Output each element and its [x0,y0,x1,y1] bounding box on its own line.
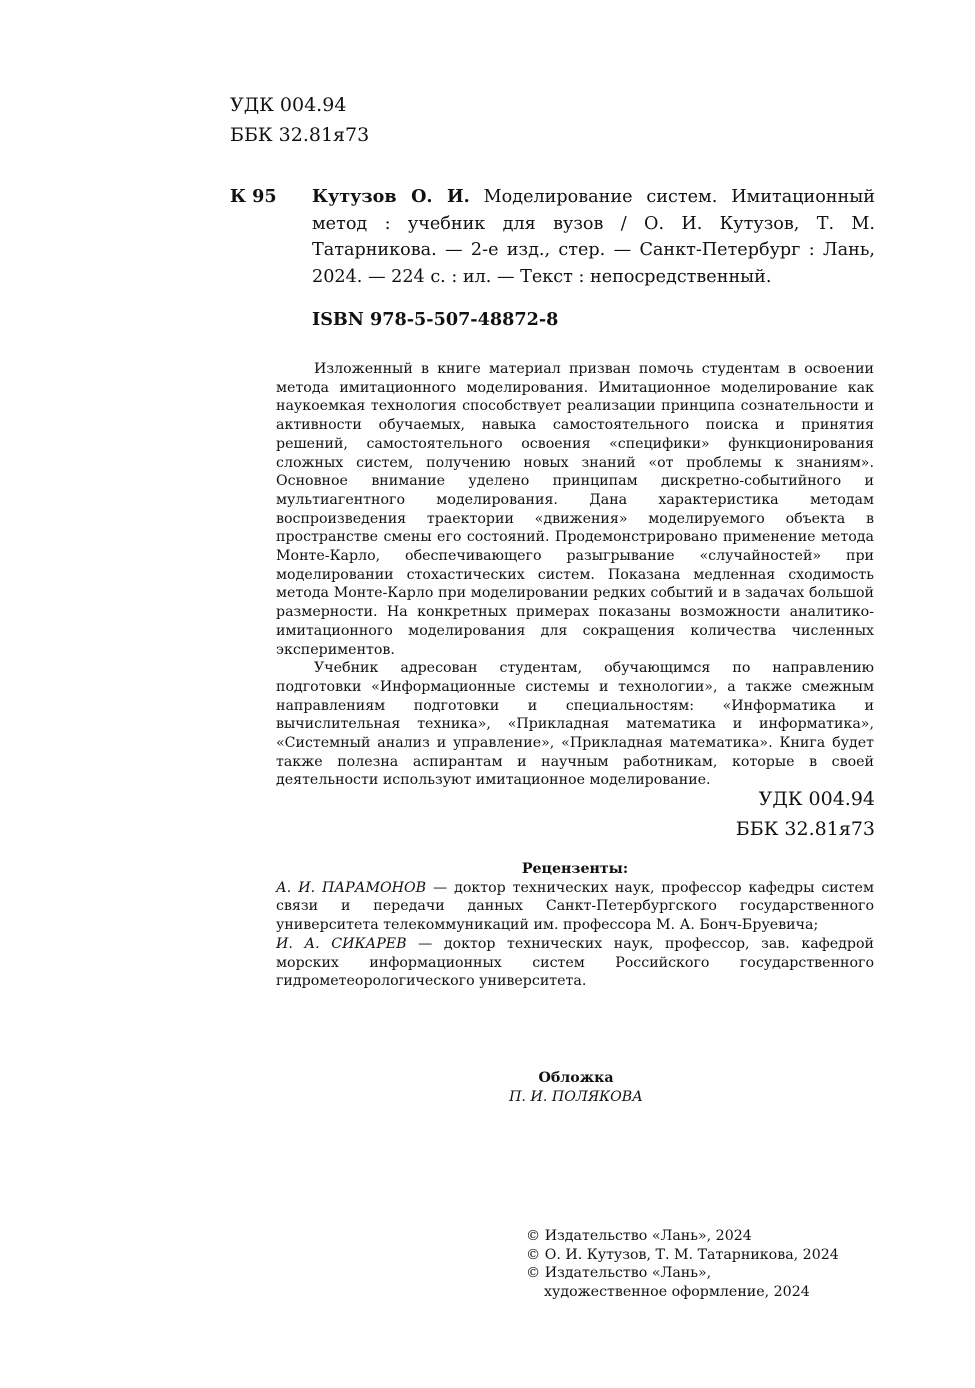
cover-label: Обложка [538,1070,614,1086]
bibliographic-description [312,184,875,290]
bbk-code: ББК 32.81я73 [735,818,875,840]
classification-codes-top [230,90,369,150]
cover-credit [476,1069,676,1106]
reviewer-name: А. И. ПАРАМОНОВ [276,879,427,896]
cover-artist: П. И. ПОЛЯКОВА [509,1088,643,1105]
reviewer-name: И. А. СИКАРЕВ [276,935,407,952]
reviewer-entry [276,935,874,991]
description-text: Моделирование систем. Имитационный метод : учебник для вузов / О. И. Кутузов, Т. М. Татарникова. — 2-е изд., стер. — Санкт-Петербург : Лань, 2024. — 224 с. : ил. — Текст : непосредственный. [312,187,875,287]
reviewers-heading: Рецензенты: [521,861,629,877]
bbk-code: ББК 32.81я73 [230,124,370,146]
udk-code: УДК 004.94 [230,94,347,116]
bibliographic-entry [230,184,875,290]
classification-codes-bottom [736,784,875,844]
isbn: ISBN 978-5-507-48872-8 [312,309,559,330]
udk-code: УДК 004.94 [758,788,875,810]
copyright-line: © Издательство «Лань», 2024 [526,1228,752,1244]
copyright-block [526,1227,839,1302]
abstract-paragraph: Изложенный в книге материал призван помочь студентам в освоении метода имитационного моделирования. Имитационное моделирование как наукоемкая технология способствует реализации принципа сознательности и активности обучаемых, навыка самостоятельного поиска и принятия решений, самостоятельного освоения «специфики» функционирования сложных систем, получению новых знаний «от проблемы к знаниям». Основное внимание уделено принципам дискретно-событийного и мультиагентного моделирования. Дана характеристика методам воспроизведения траектории «движения» моделируемого объекта в пространстве смены его состояний. Продемонстрировано применение метода Монте-Карло, обеспечивающего разыгрывание «случайностей» при моделировании стохастических систем. Показана медленная сходимость метода Монте-Карло при моделировании редких событий и в задачах большой размерности. На конкретных примерах показаны возможности аналитико-имитационного моделирования для сокращения количества численных экспериментов. [276,361,874,658]
reviewers [276,860,874,991]
abstract-paragraph: Учебник адресован студентам, обучающимся по направлению подготовки «Информационные системы и технологии», а также смежным направлениям подготовки и специальностям: «Информатика и вычислительная техника», «Прикладная математика и информатика», «Системный анализ и управление», «Прикладная математика». Книга будет также полезна аспирантам и научным работникам, которые в своей деятельности используют имитационное моделирование. [276,660,874,789]
author-name: Кутузов О. И. [312,186,470,207]
reviewer-credentials: — доктор технических наук, профессор кафедры систем связи и передачи данных Санкт-Петербургского государственного университета телекоммуникаций им. профессора М. А. Бонч-Бруевича; [276,879,874,934]
author-mark: К 95 [230,186,277,207]
copyright-line: © О. И. Кутузов, Т. М. Татарникова, 2024 [526,1246,839,1263]
reviewer-entry [276,879,874,935]
copyright-line: художественное оформление, 2024 [544,1284,810,1301]
copyright-line: © Издательство «Лань», [526,1265,712,1282]
reviewer-credentials: — доктор технических наук, профессор, зав. кафедрой морских информационных систем Российского государственного гидрометеорологического университета. [276,935,874,990]
abstract [276,360,874,790]
